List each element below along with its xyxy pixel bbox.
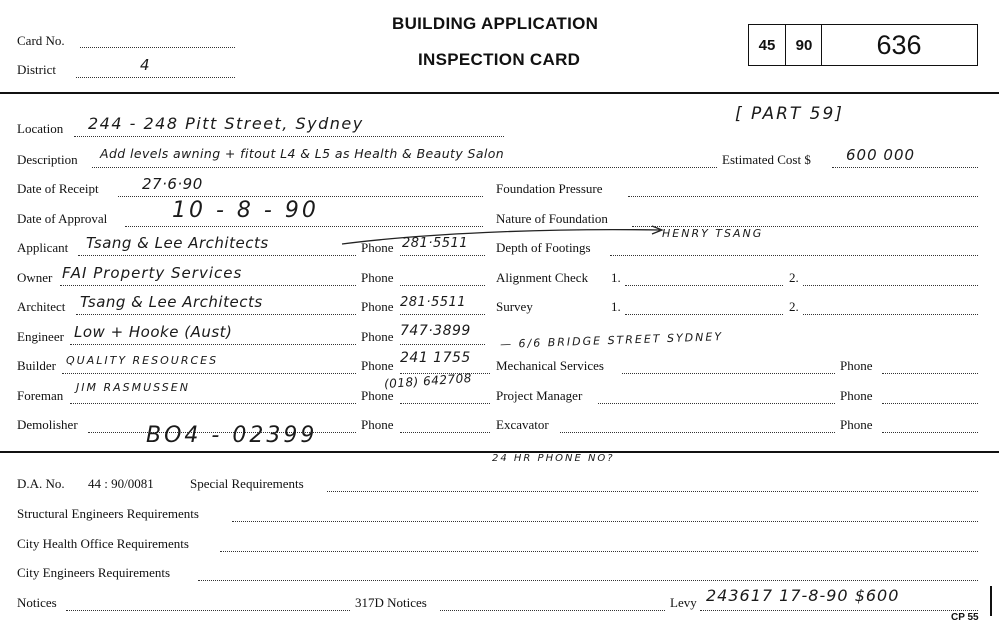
owner-line bbox=[60, 285, 356, 286]
header-rule bbox=[0, 92, 999, 94]
survey-n2: 2. bbox=[789, 299, 799, 314]
applicant-phone-line bbox=[400, 255, 485, 256]
card-title-line2: INSPECTION CARD bbox=[418, 50, 581, 69]
estimated-cost-label: Estimated Cost $ bbox=[722, 152, 811, 167]
builder-phone-label: Phone bbox=[361, 358, 394, 373]
mechanical-phone-line bbox=[882, 373, 978, 374]
applicant-line bbox=[78, 255, 356, 256]
engineer-value: Low + Hooke (Aust) bbox=[74, 323, 233, 341]
card-number-a: 45 bbox=[758, 36, 776, 54]
phone-query-note: 24 HR PHONE NO? bbox=[492, 453, 615, 464]
receipt-value: 27·6·90 bbox=[142, 175, 203, 193]
engineer-phone-label: Phone bbox=[361, 329, 394, 344]
notices-317d-line bbox=[440, 610, 665, 611]
excavator-phone-label: Phone bbox=[840, 417, 873, 432]
depth-of-footings-line bbox=[610, 255, 978, 256]
receipt-label: Date of Receipt bbox=[17, 181, 99, 196]
city-engineers-requirements-label: City Engineers Requirements bbox=[17, 565, 171, 580]
city-engineers-requirements-line bbox=[198, 580, 978, 581]
architect-phone-label: Phone bbox=[361, 299, 394, 314]
notices-label: Notices bbox=[17, 595, 57, 610]
notices-line bbox=[66, 610, 350, 611]
card-no-label: Card No. bbox=[17, 33, 65, 48]
project-manager-phone-label: Phone bbox=[840, 388, 873, 403]
demolisher-phone-line bbox=[400, 432, 490, 433]
survey-line1 bbox=[625, 314, 783, 315]
owner-phone-label: Phone bbox=[361, 270, 394, 285]
approval-value: 10 - 8 - 90 bbox=[172, 198, 319, 223]
engineer-phone: 747·3899 bbox=[400, 323, 471, 339]
builder-value: QUALITY RESOURCES bbox=[66, 354, 219, 367]
health-requirements-label: City Health Office Requirements bbox=[17, 536, 189, 551]
architect-phone-line bbox=[400, 314, 485, 315]
survey-label: Survey bbox=[496, 299, 533, 314]
da-value: 44 : 90/0081 bbox=[88, 476, 154, 491]
applicant-phone-label: Phone bbox=[361, 240, 394, 255]
card-number-b: 90 bbox=[785, 25, 822, 65]
mechanical-phone-label: Phone bbox=[840, 358, 873, 373]
foreman-phone: (018) 642708 bbox=[383, 370, 473, 392]
project-manager-label: Project Manager bbox=[496, 388, 583, 403]
card-number-box bbox=[748, 24, 978, 66]
levy-line bbox=[700, 610, 978, 611]
nature-of-foundation-label: Nature of Foundation bbox=[496, 211, 608, 226]
approval-label: Date of Approval bbox=[17, 211, 108, 226]
owner-phone-line bbox=[400, 285, 485, 286]
depth-of-footings-label: Depth of Footings bbox=[496, 240, 591, 255]
structural-requirements-label: Structural Engineers Requirements bbox=[17, 506, 199, 521]
health-requirements-line bbox=[220, 551, 978, 552]
survey-n1: 1. bbox=[611, 299, 621, 314]
district-value: 4 bbox=[140, 56, 151, 74]
receipt-line bbox=[118, 196, 483, 197]
levy-label: Levy bbox=[670, 595, 697, 610]
foreman-phone-line bbox=[400, 403, 490, 404]
project-manager-line bbox=[598, 403, 835, 404]
estimated-cost-value: 600 000 bbox=[846, 146, 916, 164]
engineer-phone-line bbox=[400, 344, 485, 345]
da-label: D.A. No. bbox=[17, 476, 65, 491]
builder-phone: 241 1755 bbox=[400, 350, 471, 366]
estimated-cost-line bbox=[832, 167, 978, 168]
location-line bbox=[74, 136, 504, 137]
engineer-label: Engineer bbox=[17, 329, 64, 344]
alignment-check-label: Alignment Check bbox=[496, 270, 589, 285]
demolisher-phone-label: Phone bbox=[361, 417, 394, 432]
nature-foundation-note: HENRY TSANG bbox=[662, 227, 764, 240]
architect-line bbox=[76, 314, 356, 315]
owner-label: Owner bbox=[17, 270, 53, 285]
engineer-line bbox=[70, 344, 356, 345]
builder-line bbox=[62, 373, 356, 374]
notices-317d-label: 317D Notices bbox=[355, 595, 427, 610]
owner-value: FAI Property Services bbox=[62, 264, 243, 282]
excavator-label: Excavator bbox=[496, 417, 549, 432]
district-line bbox=[76, 77, 235, 78]
foreman-phone-label: Phone bbox=[361, 388, 394, 403]
applicant-phone: 281·5511 bbox=[402, 236, 469, 251]
card-number-c: 636 bbox=[821, 25, 976, 65]
excavator-phone-line bbox=[882, 432, 978, 433]
survey-line2 bbox=[803, 314, 978, 315]
project-manager-phone-line bbox=[882, 403, 978, 404]
foreman-label: Foreman bbox=[17, 388, 64, 403]
foundation-pressure-label: Foundation Pressure bbox=[496, 181, 603, 196]
location-label: Location bbox=[17, 121, 64, 136]
special-requirements-line bbox=[327, 491, 978, 492]
excavator-line bbox=[560, 432, 835, 433]
location-value: 244 - 248 Pitt Street, Sydney bbox=[88, 114, 364, 133]
architect-label: Architect bbox=[17, 299, 66, 314]
alignment-check-line2 bbox=[803, 285, 978, 286]
builder-label: Builder bbox=[17, 358, 56, 373]
description-value: Add levels awning + fitout L4 & L5 as Health & Beauty Salon bbox=[100, 146, 505, 161]
card-title-line1: BUILDING APPLICATION bbox=[392, 14, 599, 33]
foreman-line bbox=[70, 403, 356, 404]
part-note: [ PART 59] bbox=[735, 104, 844, 124]
foundation-pressure-line bbox=[628, 196, 978, 197]
form-code: CP 55 bbox=[951, 612, 979, 623]
levy-value: 243617 17-8-90 $600 bbox=[706, 586, 900, 605]
alignment-check-line1 bbox=[625, 285, 783, 286]
description-line bbox=[92, 167, 717, 168]
applicant-value: Tsang & Lee Architects bbox=[86, 234, 269, 252]
foreman-value: JIM RASMUSSEN bbox=[76, 381, 190, 394]
engineer-address-note: — 6/6 BRIDGE STREET SYDNEY bbox=[499, 330, 724, 351]
special-requirements-label: Special Requirements bbox=[190, 476, 304, 491]
mechanical-services-label: Mechanical Services bbox=[496, 358, 604, 373]
applicant-label: Applicant bbox=[17, 240, 69, 255]
architect-value: Tsang & Lee Architects bbox=[80, 293, 263, 311]
demolisher-note: BO4 - 02399 bbox=[146, 423, 318, 448]
description-label: Description bbox=[17, 152, 78, 167]
alignment-check-n1: 1. bbox=[611, 270, 621, 285]
card-no-line bbox=[80, 47, 235, 48]
mechanical-services-line bbox=[622, 373, 835, 374]
structural-requirements-line bbox=[232, 521, 978, 522]
margin-mark bbox=[990, 586, 992, 616]
demolisher-label: Demolisher bbox=[17, 417, 78, 432]
district-label: District bbox=[17, 62, 56, 77]
architect-phone: 281·5511 bbox=[400, 295, 467, 310]
alignment-check-n2: 2. bbox=[789, 270, 799, 285]
